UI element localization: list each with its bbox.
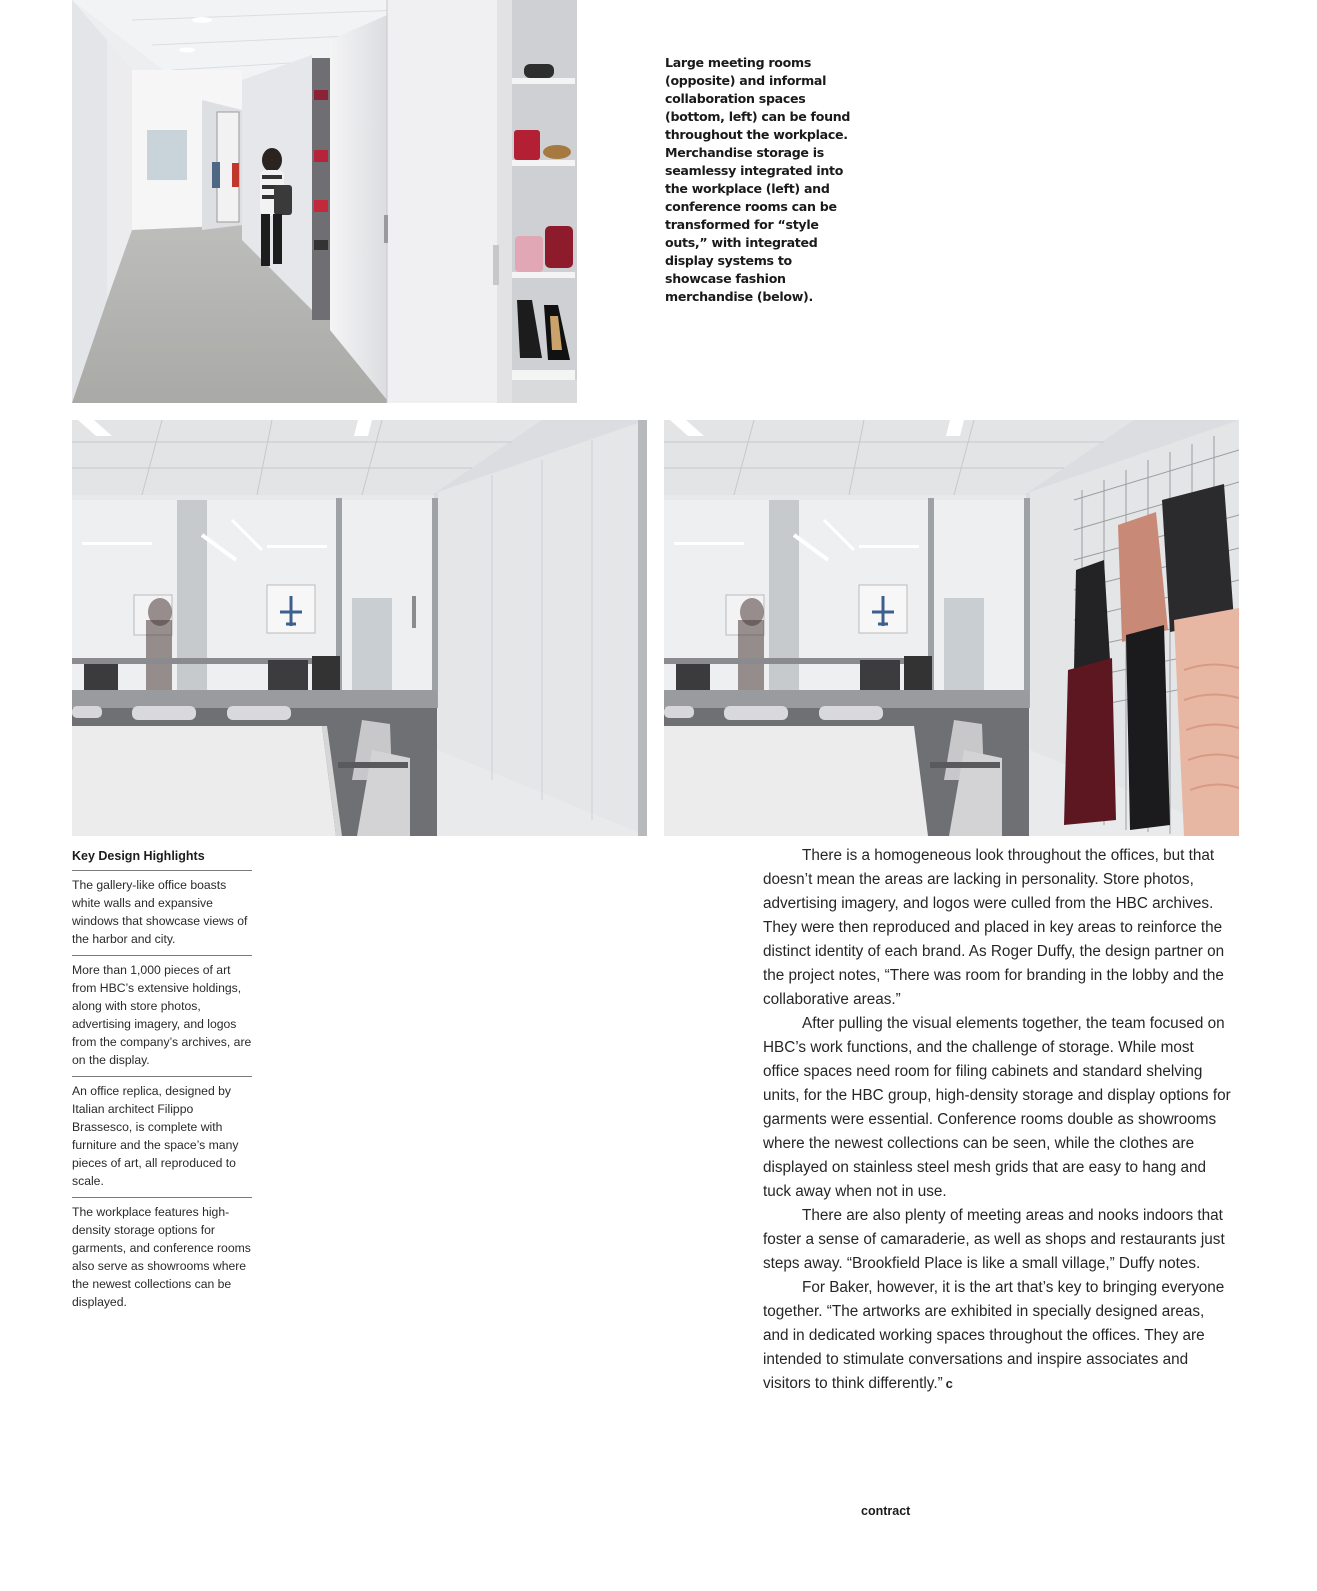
sidebar-title: Key Design Highlights: [72, 846, 252, 871]
article-paragraph: There is a homogeneous look throughout the offices, but that doesn’t mean the areas are lacking in personality. Store photos, advertising imagery, and logos were culled from the HBC archives. They were then reproduced and placed in key areas to reinforce the distinct identity of each brand. As Roger Duffy, the design partner on the project notes, “There was room for branding in the lobby and the collaborative areas.”: [763, 847, 1225, 1008]
photo-meeting-room: [72, 420, 647, 836]
photo-showroom-meeting-room: [664, 420, 1239, 836]
article-paragraph: There are also plenty of meeting areas and nooks indoors that foster a sense of camaraderie, as well as shops and restaurants just steps away. “Brookfield Place is like a small village,” Duffy notes.: [763, 1207, 1225, 1272]
article-paragraph: After pulling the visual elements together, the team focused on HBC’s work functions, and the challenge of storage. While most office spaces need room for filing cabinets and standard shelving units, for the HBC group, high-density storage and display options for garments were essential. Conference rooms double as showrooms where the newest collections can be seen, while the clothes are displayed on stainless steel mesh grids that are easy to hang and tuck away when not in use.: [763, 1015, 1231, 1200]
key-design-highlights-sidebar: [72, 846, 252, 1318]
highlight-item: An office replica, designed by Italian architect Filippo Brassesco, is complete with furniture and the space’s many pieces of art, all reproduced to scale.: [72, 1077, 252, 1198]
end-of-article-mark: c: [945, 1376, 953, 1391]
highlight-item: The workplace features high-density storage options for garments, and conference rooms also serve as showrooms where the newest collections can be displayed.: [72, 1205, 251, 1309]
photo-caption: Large meeting rooms (opposite) and informal collaboration spaces (bottom, left) can be found throughout the workplace. Merchandise storage is seamlessy integrated into the workplace (left) and conference rooms can be transformed for “style outs,” with integrated display systems to showcase fashion merchandise (below).: [665, 55, 851, 304]
magazine-footer-label: contract: [861, 1504, 911, 1518]
article-paragraph-text: For Baker, however, it is the art that’s key to bringing everyone together. “The artworks are exhibited in specially designed areas, and in dedicated working spaces throughout the offices. They are intended to stimulate conversations and inspire associates and visitors to think differently.”: [763, 1279, 1225, 1392]
highlight-item: More than 1,000 pieces of art from HBC’s extensive holdings, along with store photos, advertising imagery, and logos from the company’s archives, are on the display.: [72, 956, 252, 1077]
article-paragraph-last: [763, 1276, 1233, 1396]
highlight-item: The gallery-like office boasts white walls and expansive windows that showcase views of the harbor and city.: [72, 871, 252, 956]
photo-corridor-storage: [72, 0, 647, 403]
article-body: [763, 844, 1233, 1396]
